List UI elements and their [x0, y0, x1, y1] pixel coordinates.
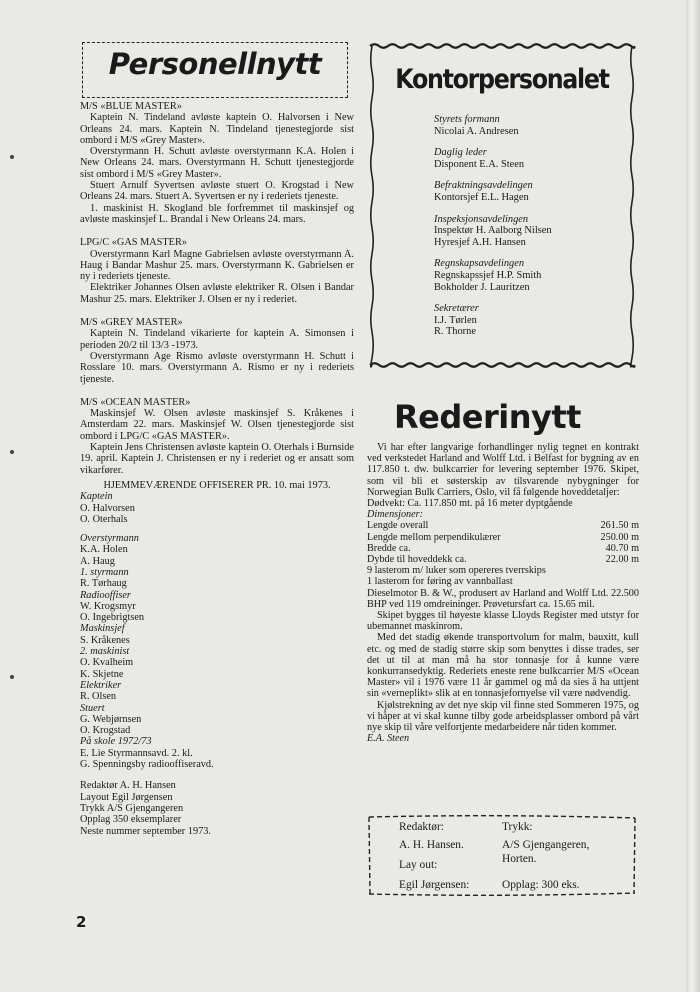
print-label: Trykk: — [502, 821, 533, 833]
department-label: Regnskapsavdelingen — [434, 258, 525, 270]
layout-name: Egil Jørgensen: — [399, 879, 470, 891]
staff-name: Kontorsjef E.L. Hagen — [434, 191, 529, 203]
news-paragraph: 1. maskinist H. Skogland ble forfremmet til maskinsjef og avløste maskinsjef L. Brandal i New Orleans 24. mars. — [80, 202, 354, 225]
editor-label: Redaktør: — [399, 821, 444, 833]
dimension-label: Lengde mellom perpendikulærer — [367, 531, 501, 543]
page-fold-shadow — [686, 0, 700, 992]
officer-name: E. Lie Styrmannsavd. 2. kl. — [80, 747, 193, 759]
dimension-row — [367, 520, 639, 531]
officer-name: O. Kvalheim — [80, 657, 134, 669]
ship-heading: M/S «BLUE MASTER» — [80, 101, 182, 112]
ship-heading: M/S «OCEAN MASTER» — [80, 396, 191, 408]
officer-name: R. Olsen — [80, 691, 117, 703]
news-paragraph: Maskinsjef W. Olsen avløste maskinsjef S. Kråkenes i Amsterdam 22. mars. Maskinsjef W. Olsen tjenestegjorde sist ombord i LPG/C «GAS MASTER». — [80, 408, 354, 442]
officer-name: W. Krogsmyr — [80, 600, 136, 612]
staff-name: Nicolai A. Andresen — [434, 125, 519, 137]
circulation: Opplag: 300 eks. — [502, 879, 580, 891]
staff-name: Disponent E.A. Steen — [434, 158, 525, 170]
staff-section — [434, 114, 634, 137]
spec-line: Dieselmotor B. & W., produsert av Harland and Wolff Ltd. 22.500 BHP ved 119 omdreininger. Prøvetursfart ca. 15.65 mil. — [367, 587, 639, 610]
department-label: Befraktningsavdelingen — [434, 180, 533, 192]
dimension-label: Bredde ca. — [367, 542, 411, 554]
officer-name: O. Halvorsen — [80, 502, 135, 514]
rank-label: 2. maskinist — [80, 646, 130, 658]
office-staff-box — [366, 38, 638, 372]
credit-line: Trykk A/S Gjengangeren — [80, 802, 184, 814]
rederinytt-title: Rederinytt — [394, 398, 581, 436]
staff-name: Bokholder J. Lauritzen — [434, 281, 530, 293]
home-officers-list — [80, 491, 354, 770]
print-value: A/S Gjengangeren, Horten. — [502, 839, 590, 865]
editorial-box — [367, 814, 637, 896]
officer-name: K. Skjetne — [80, 668, 124, 680]
editor-name: A. H. Hansen. — [399, 839, 464, 851]
dimension-value: 40.70 m — [605, 542, 639, 554]
officer-name: K.A. Holen — [80, 544, 128, 556]
credit-line: Neste nummer september 1973. — [80, 825, 211, 837]
staff-section — [434, 303, 634, 338]
department-label: Sekretærer — [434, 303, 479, 315]
binding-hole — [10, 675, 14, 679]
personell-header-box — [82, 42, 348, 98]
personell-column — [80, 101, 354, 837]
dimension-value: 250.00 m — [600, 531, 639, 543]
office-staff-title: Kontorpersonalet — [395, 64, 609, 95]
department-label: Inspeksjonsavdelingen — [434, 213, 529, 225]
deadweight-line: Dødvekt: Ca. 117.850 mt. på 16 meter dyptgående — [367, 498, 573, 510]
department-label: Styrets formann — [434, 114, 500, 125]
news-paragraph: Kaptein Jens Christensen avløste kaptein O. Oterhals i Burnside 19. april. Kaptein J. Christensen er ny i rederiet og er ansatt som vikarfører. — [80, 442, 354, 476]
dimensions-list — [367, 520, 639, 565]
news-paragraph: Elektriker Johannes Olsen avløste elektriker R. Olsen i Bandar Mashur 25. mars. Elektriker J. Olsen er ny i rederiet. — [80, 282, 354, 305]
rank-label: Elektriker — [80, 679, 122, 691]
binding-hole — [10, 450, 14, 454]
credit-line: Opplag 350 eksemplarer — [80, 814, 182, 826]
news-paragraph: Kaptein N. Tindeland vikarierte for kaptein A. Simonsen i perioden 20/2 til 13/3 -1973. — [80, 328, 354, 351]
article-paragraph: Med det stadig økende transportvolum for malm, bauxitt, kull etc. og med de stadig større skip som benyttes i disse trades, ser det ut til at man må ha stor tonnasje for å kunne være konkurransedyktig. Rederiets eneste rene bulkcarrier M/S «Ocean Master» vil i 1976 være 11 år gammel og må da sies å ha uttjent sin «verneplikt» slik at en tonnasjefornyelse vil være nødvendig. — [367, 632, 639, 700]
news-paragraph: Stuert Arnulf Syvertsen avløste stuert O. Krogstad i New Orleans 24. mars. Stuert A. Syvertsen er ny i rederiets tjeneste. — [80, 180, 354, 203]
credit-line: Redaktør A. H. Hansen — [80, 780, 176, 792]
ship-heading: M/S «GREY MASTER» — [80, 317, 183, 329]
list-spacer — [80, 525, 354, 533]
rank-label: Overstyrmann — [80, 533, 139, 545]
dimension-row — [367, 532, 639, 543]
staff-name: Inspektør H. Aalborg Nilsen — [434, 225, 552, 237]
officer-name: O. Krogstad — [80, 725, 131, 737]
officer-name: O. Ingebrigtsen — [80, 612, 145, 624]
staff-section — [434, 147, 634, 170]
spec-line: 1 lasterom for føring av vannballast — [367, 576, 513, 588]
rank-label: Stuert — [80, 702, 105, 714]
staff-name: Regnskapssjef H.P. Smith — [434, 269, 542, 281]
rank-label: På skole 1972/73 — [80, 736, 152, 748]
rank-label: Kaptein — [80, 491, 113, 503]
dimension-value: 22.00 m — [605, 554, 639, 566]
personell-title: Personellnytt — [108, 47, 322, 81]
officer-name: G. Spenningsby radiooffiseravd. — [80, 759, 214, 771]
officer-name: S. Kråkenes — [80, 634, 130, 646]
binding-hole — [10, 155, 14, 159]
rank-label: Radiooffiser — [80, 589, 131, 601]
office-staff-list — [434, 114, 634, 348]
dimension-row — [367, 554, 639, 565]
home-officers-heading: HJEMMEVÆRENDE OFFISERER PR. 10. mai 1973. — [103, 479, 331, 491]
author-signature: E.A. Steen — [367, 733, 410, 745]
news-paragraph: Overstyrmann Karl Magne Gabrielsen avløste overstyrmann A. Haug i Bandar Mashur 25. mars. Overstyrmann K. Gabrielsen er ny i rederiets tjeneste. — [80, 248, 354, 283]
staff-name: I.J. Tørlen — [434, 314, 477, 326]
dimension-value: 261.50 m — [600, 520, 639, 532]
rank-label: 1. styrmann — [80, 566, 129, 578]
department-label: Daglig leder — [434, 147, 487, 159]
staff-section — [434, 214, 634, 249]
ship-heading: LPG/C «GAS MASTER» — [80, 237, 187, 249]
credit-line: Layout Egil Jørgensen — [80, 791, 173, 803]
rederinytt-article — [367, 442, 639, 744]
dimensions-label: Dimensjoner: — [367, 509, 424, 521]
officer-name: G. Webjørnsen — [80, 713, 142, 725]
officer-name: R. Tørhaug — [80, 578, 127, 590]
news-paragraph: Overstyrmann Age Rismo avløste overstyrmann H. Schutt i Rosslare 10. mars. Overstyrmann A. Rismo er ny i rederiets tjeneste. — [80, 350, 354, 385]
news-paragraph: Overstyrmann H. Schutt avløste overstyrmann K.A. Holen i New Orleans 24. mars. Overstyrmann H. Schutt tjenestegjorde sist ombord i M/S «Grey Master». — [80, 146, 354, 180]
article-paragraph: Skipet bygges til høyeste klasse Lloyds Register med utstyr for ubemannet maskinrom. — [367, 610, 639, 633]
dimension-row — [367, 543, 639, 554]
credits-list — [80, 780, 354, 836]
news-paragraph: Kaptein N. Tindeland avløste kaptein O. Halvorsen i New Orleans 24. mars. Kaptein N. Tindeland tjenestegjorde sist ombord i M/S «Grey Master». — [80, 112, 354, 146]
staff-name: Hyresjef A.H. Hansen — [434, 236, 526, 248]
layout-label: Lay out: — [399, 859, 438, 871]
article-paragraph: Kjølstrekning av det nye skip vil finne sted Sommeren 1975, og vi håper at vi skal kunne tilby gode arbeidsplasser ombord på vårt nye skip til våre velfortjente medarbeidere når tiden kommer. — [367, 699, 639, 734]
dimension-label: Lengde overall — [367, 520, 429, 532]
officer-name: A. Haug — [80, 555, 115, 567]
staff-section — [434, 258, 634, 293]
article-paragraph: Vi har efter langvarige forhandlinger nylig tegnet en kontrakt ved verkstedet Harland and Wolff Ltd. i Belfast for bygning av en 117.850 t. dw. bulkcarrier for levering september 1976. Skipet, som vil bli et søsterskip av tilsvarende nybygninger for Norwegian Bulk Carriers, Oslo, vil få følgende hoveddetaljer: — [367, 442, 639, 498]
dimension-label: Dybde til hoveddekk ca. — [367, 554, 467, 566]
rank-label: Maskinsjef — [80, 623, 125, 635]
staff-section — [434, 180, 634, 203]
spec-line: 9 lasterom m/ luker som opereres tverrskips — [367, 565, 546, 577]
officer-name: O. Oterhals — [80, 513, 128, 525]
page-number: 2 — [76, 913, 87, 931]
staff-name: R. Thorne — [434, 326, 476, 338]
